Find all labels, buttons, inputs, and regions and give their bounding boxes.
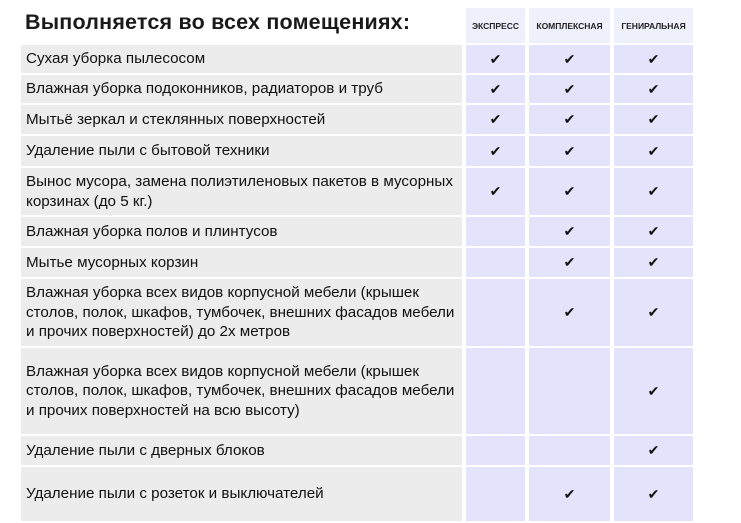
service-label	[21, 168, 462, 215]
service-label-text: Влажная уборка подоконников, радиаторов и труб	[26, 80, 383, 98]
mark-cell	[529, 279, 610, 346]
service-label	[21, 436, 462, 465]
service-label	[21, 348, 462, 434]
check-icon: ✔	[647, 50, 660, 67]
check-icon: ✔	[489, 111, 502, 127]
check-icon: ✔	[563, 254, 576, 270]
check-icon: ✔	[489, 183, 502, 199]
mark-cell	[466, 436, 525, 465]
check-icon: ✔	[489, 50, 502, 67]
mark-cell	[529, 248, 610, 277]
check-icon: ✔	[647, 142, 660, 159]
column-header: ГЕНИРАЛЬНАЯ	[614, 8, 693, 43]
mark-cell	[466, 348, 525, 434]
column-header: ЭКСПРЕСС	[466, 8, 525, 43]
mark-cell	[466, 279, 525, 346]
service-label-text: Мытье мусорных корзин	[26, 253, 199, 271]
check-icon: ✔	[489, 80, 502, 97]
check-icon: ✔	[563, 111, 576, 127]
mark-cell	[529, 217, 610, 246]
service-label	[21, 217, 462, 246]
check-icon: ✔	[563, 304, 576, 320]
mark-cell	[614, 279, 693, 346]
mark-cell	[614, 168, 693, 215]
check-icon: ✔	[647, 442, 660, 458]
mark-cell	[529, 436, 610, 465]
service-label	[21, 105, 462, 134]
service-label-text: Мытьё зеркал и стеклянных поверхностей	[26, 110, 326, 128]
service-label	[21, 136, 462, 166]
service-label-text: Влажная уборка всех видов корпусной мебели (крышек столов, полок, шкафов, тумбочек, внешних фасадов мебели и прочих поверхностей) до 2х метров	[26, 284, 455, 341]
column-header: КОМПЛЕКСНАЯ	[529, 8, 610, 43]
check-icon: ✔	[647, 111, 660, 127]
mark-cell	[614, 217, 693, 246]
service-label	[21, 45, 462, 73]
service-label	[21, 467, 462, 521]
check-icon: ✔	[647, 382, 660, 399]
check-icon: ✔	[647, 254, 660, 270]
mark-cell	[466, 168, 525, 215]
check-icon: ✔	[647, 304, 660, 320]
check-icon: ✔	[563, 142, 576, 159]
mark-cell	[529, 348, 610, 434]
check-icon: ✔	[563, 183, 576, 199]
service-label-text: Удаление пыли с дверных блоков	[26, 441, 265, 459]
mark-cell	[614, 75, 693, 103]
mark-cell	[529, 168, 610, 215]
service-label	[21, 279, 462, 346]
mark-cell	[614, 45, 693, 73]
mark-cell	[529, 45, 610, 73]
mark-cell	[466, 105, 525, 134]
service-label	[21, 75, 462, 103]
mark-cell	[614, 436, 693, 465]
mark-cell	[529, 105, 610, 134]
service-label-text: Влажная уборка всех видов корпусной мебели (крышек столов, полок, шкафов, тумбочек, внешних фасадов мебели и прочих поверхностей на всю высоту)	[26, 362, 455, 419]
mark-cell	[529, 136, 610, 166]
check-icon: ✔	[563, 80, 576, 97]
check-icon: ✔	[647, 223, 660, 239]
check-icon: ✔	[563, 50, 576, 67]
service-label	[21, 248, 462, 277]
service-label-text: Вынос мусора, замена полиэтиленовых пакетов в мусорных корзинах (до 5 кг.)	[26, 173, 453, 210]
page-title: Выполняется во всех помещениях:	[25, 10, 411, 34]
service-label-text: Влажная уборка полов и плинтусов	[26, 222, 278, 240]
mark-cell	[614, 105, 693, 134]
service-label-text: Удаление пыли с бытовой техники	[26, 142, 270, 160]
mark-cell	[614, 136, 693, 166]
service-label-text: Сухая уборка пылесосом	[26, 50, 206, 68]
mark-cell	[466, 467, 525, 521]
mark-cell	[466, 136, 525, 166]
mark-cell	[614, 467, 693, 521]
check-icon: ✔	[489, 142, 502, 159]
check-icon: ✔	[647, 183, 660, 199]
mark-cell	[466, 75, 525, 103]
check-icon: ✔	[563, 223, 576, 239]
mark-cell	[466, 45, 525, 73]
mark-cell	[529, 467, 610, 521]
mark-cell	[614, 248, 693, 277]
mark-cell	[529, 75, 610, 103]
check-icon: ✔	[647, 80, 660, 97]
check-icon: ✔	[647, 485, 660, 502]
mark-cell	[466, 217, 525, 246]
check-icon: ✔	[563, 485, 576, 502]
service-label-text: Удаление пыли с розеток и выключателей	[26, 485, 324, 503]
mark-cell	[614, 348, 693, 434]
mark-cell	[466, 248, 525, 277]
